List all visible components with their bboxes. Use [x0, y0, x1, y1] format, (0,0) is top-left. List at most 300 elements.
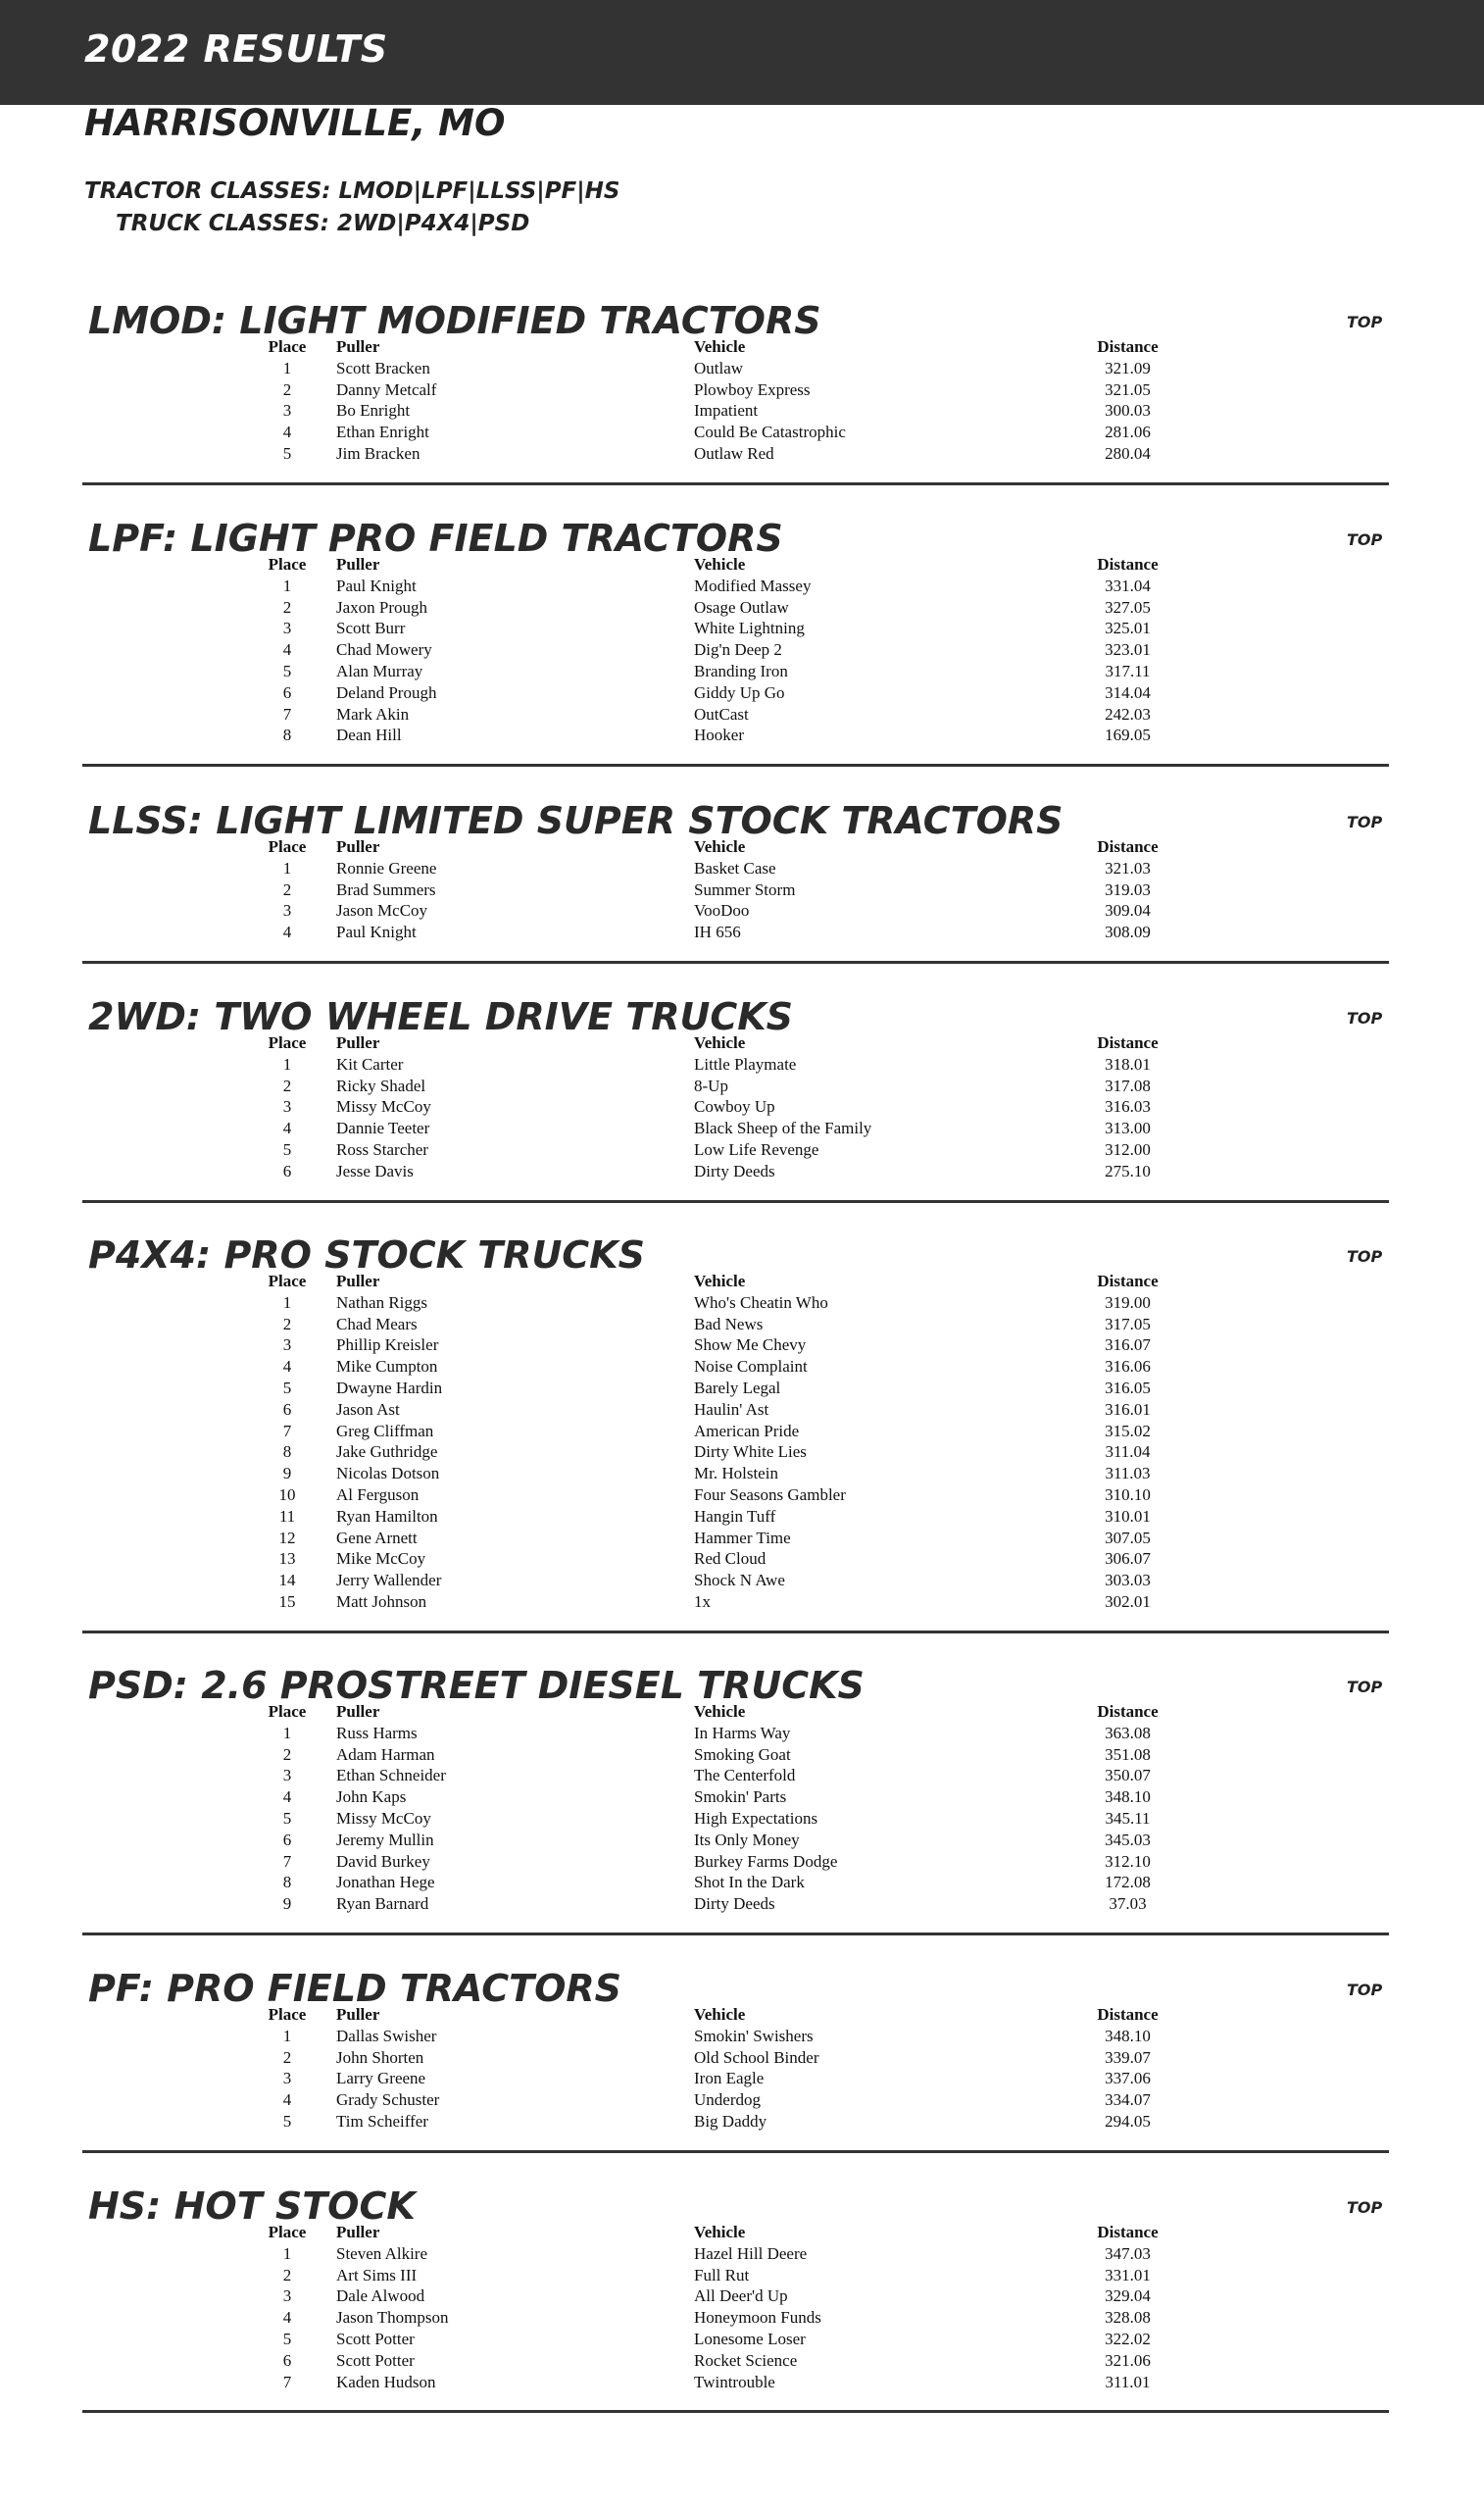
distance-cell: 329.04	[1105, 2286, 1151, 2306]
page-title: 2022 RESULTS	[84, 27, 388, 71]
distance-cell: 323.01	[1105, 640, 1151, 660]
place-cell: 5	[282, 2111, 292, 2131]
distance-cell: 315.02	[1105, 1421, 1151, 1440]
place-cell: 6	[282, 1399, 292, 1419]
table-row	[0, 1378, 1169, 1399]
distance-cell: 311.04	[1105, 1442, 1151, 1462]
table-row	[0, 2372, 1169, 2393]
place-cell: 5	[282, 443, 292, 463]
results-table	[0, 1032, 1169, 1182]
vehicle-cell: OutCast	[694, 704, 749, 724]
column-header-distance: Distance	[1097, 1033, 1159, 1052]
place-cell: 3	[282, 619, 292, 638]
puller-cell: Kaden Hudson	[336, 2372, 436, 2391]
distance-cell: 321.06	[1105, 2350, 1151, 2370]
vehicle-cell: Hammer Time	[694, 1528, 791, 1547]
puller-cell: Kit Carter	[336, 1054, 404, 1074]
vehicle-cell: The Centerfold	[694, 1766, 796, 1785]
section-title: LMOD: LIGHT MODIFIED TRACTORS	[88, 299, 821, 342]
table-row	[0, 1334, 1169, 1356]
distance-cell: 316.05	[1105, 1378, 1151, 1397]
vehicle-cell: IH 656	[694, 923, 741, 942]
distance-cell: 309.04	[1105, 901, 1151, 921]
distance-cell: 316.06	[1105, 1357, 1151, 1377]
place-cell: 8	[282, 1873, 292, 1892]
place-cell: 6	[282, 1161, 292, 1180]
puller-cell: Ethan Schneider	[336, 1766, 446, 1785]
puller-cell: Jerry Wallender	[336, 1571, 442, 1590]
column-header-puller: Puller	[336, 2223, 380, 2241]
distance-cell: 242.03	[1105, 704, 1151, 724]
puller-cell: Dwayne Hardin	[336, 1378, 443, 1397]
puller-cell: Alan Murray	[336, 661, 423, 680]
vehicle-cell: Lonesome Loser	[694, 2329, 806, 2348]
puller-cell: Nathan Riggs	[336, 1292, 428, 1312]
table-row	[0, 2285, 1169, 2307]
place-cell: 2	[282, 879, 292, 899]
place-cell: 2	[282, 2265, 292, 2284]
place-cell: 2	[282, 1314, 292, 1333]
vehicle-cell: Modified Massey	[694, 576, 812, 595]
vehicle-cell: Dig'n Deep 2	[694, 640, 782, 660]
table-row	[0, 1872, 1169, 1893]
table-row	[0, 1893, 1169, 1915]
table-row	[0, 1356, 1169, 1378]
place-cell: 6	[282, 1830, 292, 1849]
table-row	[0, 1139, 1169, 1161]
place-cell: 3	[282, 2286, 292, 2306]
puller-cell: Jason Thompson	[336, 2308, 449, 2328]
vehicle-cell: White Lightning	[694, 619, 805, 638]
table-row	[0, 2265, 1169, 2286]
column-header-vehicle: Vehicle	[694, 2005, 746, 2024]
place-cell: 1	[282, 2026, 292, 2045]
place-cell: 1	[282, 1292, 292, 1312]
table-header-row	[0, 1032, 1169, 1054]
table-row	[0, 2068, 1169, 2089]
place-cell: 4	[282, 1787, 292, 1807]
results-table	[0, 1701, 1169, 1915]
distance-cell: 319.03	[1105, 879, 1151, 899]
tractor-class-list: TRACTOR CLASSES: LMOD|LPF|LLSS|PF|HS	[84, 178, 620, 204]
table-row	[0, 661, 1169, 682]
place-cell: 7	[282, 704, 292, 724]
place-cell: 3	[282, 1335, 292, 1355]
puller-cell: Al Ferguson	[336, 1484, 420, 1504]
table-row	[0, 858, 1169, 879]
column-header-vehicle: Vehicle	[694, 555, 746, 574]
section-title: PSD: 2.6 PROSTREET DIESEL TRUCKS	[88, 1664, 865, 1707]
puller-cell: Gene Arnett	[336, 1528, 418, 1547]
table-header-row	[0, 836, 1169, 858]
place-cell: 12	[278, 1528, 296, 1547]
table-row	[0, 1292, 1169, 1314]
puller-cell: Chad Mears	[336, 1314, 418, 1333]
puller-cell: Mark Akin	[336, 704, 410, 724]
place-cell: 15	[278, 1591, 296, 1611]
puller-cell: Jesse Davis	[336, 1161, 414, 1180]
place-cell: 3	[282, 901, 292, 921]
place-cell: 11	[278, 1506, 296, 1526]
back-to-top-link[interactable]: TOP	[1347, 1981, 1383, 1999]
vehicle-cell: Haulin' Ast	[694, 1399, 769, 1419]
vehicle-cell: Little Playmate	[694, 1054, 797, 1074]
table-row	[0, 1118, 1169, 1139]
table-row	[0, 358, 1169, 379]
table-row	[0, 1161, 1169, 1182]
vehicle-cell: Noise Complaint	[694, 1357, 808, 1377]
table-row	[0, 1054, 1169, 1076]
vehicle-cell: Outlaw	[694, 358, 744, 377]
results-table	[0, 836, 1169, 943]
distance-cell: 363.08	[1105, 1723, 1151, 1742]
table-row	[0, 704, 1169, 726]
results-table	[0, 2222, 1169, 2392]
puller-cell: Mike McCoy	[336, 1549, 426, 1569]
table-header-row	[0, 1271, 1169, 1292]
place-cell: 4	[282, 1119, 292, 1138]
vehicle-cell: Dirty Deeds	[694, 1894, 775, 1914]
puller-cell: Paul Knight	[336, 576, 417, 595]
place-cell: 8	[282, 1442, 292, 1462]
table-row	[0, 1851, 1169, 1873]
puller-cell: Nicolas Dotson	[336, 1464, 440, 1483]
puller-cell: Dale Alwood	[336, 2286, 425, 2306]
distance-cell: 308.09	[1105, 923, 1151, 942]
column-header-puller: Puller	[336, 555, 380, 574]
distance-cell: 321.05	[1105, 379, 1151, 399]
vehicle-cell: All Deer'd Up	[694, 2286, 788, 2306]
distance-cell: 339.07	[1105, 2047, 1151, 2067]
distance-cell: 310.01	[1105, 1506, 1151, 1526]
vehicle-cell: In Harms Way	[694, 1723, 791, 1742]
place-cell: 4	[282, 2090, 292, 2110]
section-divider	[82, 764, 1389, 767]
distance-cell: 169.05	[1105, 726, 1151, 745]
section-divider	[82, 2150, 1389, 2153]
vehicle-cell: Rocket Science	[694, 2350, 798, 2370]
column-header-distance: Distance	[1097, 337, 1159, 356]
column-header-place: Place	[268, 2005, 307, 2024]
vehicle-cell: Iron Eagle	[694, 2069, 765, 2088]
puller-cell: Adam Harman	[336, 1744, 435, 1764]
distance-cell: 312.10	[1105, 1851, 1151, 1871]
table-row	[0, 2350, 1169, 2372]
vehicle-cell: Smoking Goat	[694, 1744, 791, 1764]
column-header-vehicle: Vehicle	[694, 1033, 746, 1052]
table-row	[0, 1548, 1169, 1570]
distance-cell: 303.03	[1105, 1571, 1151, 1590]
distance-cell: 316.01	[1105, 1399, 1151, 1419]
table-header-row	[0, 2004, 1169, 2026]
puller-cell: John Shorten	[336, 2047, 424, 2067]
table-row	[0, 379, 1169, 401]
place-cell: 6	[282, 2350, 292, 2370]
section-title: LPF: LIGHT PRO FIELD TRACTORS	[88, 517, 783, 560]
table-row	[0, 2243, 1169, 2265]
place-cell: 9	[282, 1464, 292, 1483]
table-row	[0, 1484, 1169, 1506]
column-header-vehicle: Vehicle	[694, 1272, 746, 1290]
section-divider	[82, 2410, 1389, 2413]
vehicle-cell: Honeymoon Funds	[694, 2308, 821, 2328]
puller-cell: David Burkey	[336, 1851, 430, 1871]
place-cell: 2	[282, 1744, 292, 1764]
place-cell: 1	[282, 858, 292, 878]
column-header-vehicle: Vehicle	[694, 1702, 746, 1721]
puller-cell: Chad Mowery	[336, 640, 432, 660]
puller-cell: Larry Greene	[336, 2069, 426, 2088]
puller-cell: Jim Bracken	[336, 443, 420, 463]
vehicle-cell: Basket Case	[694, 858, 776, 878]
back-to-top-link[interactable]: TOP	[1347, 2198, 1383, 2217]
vehicle-cell: Impatient	[694, 401, 759, 421]
vehicle-cell: Hooker	[694, 726, 744, 745]
place-cell: 1	[282, 576, 292, 595]
puller-cell: Scott Burr	[336, 619, 406, 638]
puller-cell: Dannie Teeter	[336, 1119, 430, 1138]
place-cell: 3	[282, 1766, 292, 1785]
vehicle-cell: Twintrouble	[694, 2372, 775, 2391]
truck-class-list: TRUCK CLASSES: 2WD|P4X4|PSD	[116, 211, 530, 236]
results-table	[0, 1271, 1169, 1613]
column-header-puller: Puller	[336, 837, 380, 856]
distance-cell: 311.01	[1105, 2372, 1151, 2391]
vehicle-cell: Burkey Farms Dodge	[694, 1851, 838, 1871]
vehicle-cell: VooDoo	[694, 901, 750, 921]
distance-cell: 294.05	[1105, 2111, 1151, 2131]
table-row	[0, 1399, 1169, 1421]
table-header-row	[0, 2222, 1169, 2243]
puller-cell: Brad Summers	[336, 879, 436, 899]
table-row	[0, 2329, 1169, 2350]
vehicle-cell: Full Rut	[694, 2265, 750, 2284]
table-row	[0, 1463, 1169, 1484]
vehicle-cell: American Pride	[694, 1421, 800, 1440]
place-cell: 14	[278, 1571, 296, 1590]
section-title: P4X4: PRO STOCK TRUCKS	[88, 1233, 645, 1277]
distance-cell: 317.11	[1105, 661, 1151, 680]
table-row	[0, 2089, 1169, 2111]
table-row	[0, 1765, 1169, 1786]
vehicle-cell: Show Me Chevy	[694, 1335, 807, 1355]
vehicle-cell: High Expectations	[694, 1808, 818, 1828]
vehicle-cell: Smokin' Swishers	[694, 2026, 814, 2045]
column-header-puller: Puller	[336, 1272, 380, 1290]
puller-cell: Ethan Enright	[336, 423, 429, 442]
distance-cell: 331.01	[1105, 2265, 1151, 2284]
distance-cell: 351.08	[1105, 1744, 1151, 1764]
vehicle-cell: Underdog	[694, 2090, 761, 2110]
column-header-distance: Distance	[1097, 1272, 1159, 1290]
place-cell: 4	[282, 640, 292, 660]
distance-cell: 347.03	[1105, 2243, 1151, 2263]
place-cell: 7	[282, 1851, 292, 1871]
table-row	[0, 1314, 1169, 1335]
puller-cell: Bo Enright	[336, 401, 411, 421]
place-cell: 7	[282, 1421, 292, 1440]
distance-cell: 325.01	[1105, 619, 1151, 638]
table-row	[0, 618, 1169, 639]
distance-cell: 317.05	[1105, 1314, 1151, 1333]
place-cell: 8	[282, 726, 292, 745]
table-row	[0, 1096, 1169, 1118]
table-row	[0, 2047, 1169, 2069]
puller-cell: Mike Cumpton	[336, 1357, 438, 1377]
table-row	[0, 1528, 1169, 1549]
puller-cell: Greg Cliffman	[336, 1421, 434, 1440]
place-cell: 2	[282, 379, 292, 399]
puller-cell: Art Sims III	[336, 2265, 418, 2284]
column-header-vehicle: Vehicle	[694, 837, 746, 856]
distance-cell: 275.10	[1105, 1161, 1151, 1180]
vehicle-cell: Summer Storm	[694, 879, 796, 899]
column-header-distance: Distance	[1097, 2223, 1159, 2241]
table-row	[0, 1506, 1169, 1528]
table-row	[0, 725, 1169, 746]
distance-cell: 316.07	[1105, 1335, 1151, 1355]
puller-cell: Grady Schuster	[336, 2090, 440, 2110]
column-header-puller: Puller	[336, 1033, 380, 1052]
column-header-place: Place	[268, 1272, 307, 1290]
distance-cell: 348.10	[1105, 2026, 1151, 2045]
place-cell: 4	[282, 2308, 292, 2328]
header-bar	[0, 0, 1484, 105]
place-cell: 4	[282, 1357, 292, 1377]
puller-cell: Scott Bracken	[336, 358, 430, 377]
table-row	[0, 1786, 1169, 1808]
distance-cell: 318.01	[1105, 1054, 1151, 1074]
place-cell: 2	[282, 597, 292, 617]
vehicle-cell: Giddy Up Go	[694, 682, 785, 702]
distance-cell: 331.04	[1105, 576, 1151, 595]
table-header-row	[0, 336, 1169, 358]
vehicle-cell: Who's Cheatin Who	[694, 1292, 828, 1312]
section-title: 2WD: TWO WHEEL DRIVE TRUCKS	[88, 995, 794, 1038]
puller-cell: Ryan Hamilton	[336, 1506, 438, 1526]
section-divider	[82, 1933, 1389, 1935]
distance-cell: 310.10	[1105, 1484, 1151, 1504]
place-cell: 2	[282, 1076, 292, 1095]
place-cell: 5	[282, 661, 292, 680]
place-cell: 3	[282, 2069, 292, 2088]
place-cell: 13	[278, 1549, 296, 1569]
column-header-distance: Distance	[1097, 837, 1159, 856]
table-row	[0, 1076, 1169, 1097]
column-header-distance: Distance	[1097, 1702, 1159, 1721]
distance-cell: 322.02	[1105, 2329, 1151, 2348]
back-to-top-link[interactable]: TOP	[1347, 313, 1383, 331]
place-cell: 2	[282, 2047, 292, 2067]
puller-cell: Scott Potter	[336, 2350, 415, 2370]
table-row	[0, 922, 1169, 943]
distance-cell: 314.04	[1105, 682, 1151, 702]
puller-cell: Jason Ast	[336, 1399, 400, 1419]
vehicle-cell: Low Life Revenge	[694, 1139, 819, 1159]
vehicle-cell: Branding Iron	[694, 661, 788, 680]
distance-cell: 345.03	[1105, 1830, 1151, 1849]
vehicle-cell: Mr. Holstein	[694, 1464, 778, 1483]
place-cell: 5	[282, 1139, 292, 1159]
table-header-row	[0, 554, 1169, 576]
place-cell: 1	[282, 2243, 292, 2263]
column-header-place: Place	[268, 555, 307, 574]
back-to-top-link[interactable]: TOP	[1347, 1247, 1383, 1266]
column-header-place: Place	[268, 837, 307, 856]
section-divider	[82, 1200, 1389, 1203]
table-row	[0, 1570, 1169, 1591]
distance-cell: 312.00	[1105, 1139, 1151, 1159]
distance-cell: 348.10	[1105, 1787, 1151, 1807]
place-cell: 10	[278, 1484, 296, 1504]
vehicle-cell: Smokin' Parts	[694, 1787, 787, 1807]
puller-cell: Danny Metcalf	[336, 379, 437, 399]
back-to-top-link[interactable]: TOP	[1347, 1678, 1383, 1696]
results-table	[0, 336, 1169, 465]
distance-cell: 321.03	[1105, 858, 1151, 878]
back-to-top-link[interactable]: TOP	[1347, 1009, 1383, 1028]
puller-cell: Paul Knight	[336, 923, 417, 942]
column-header-puller: Puller	[336, 1702, 380, 1721]
section-divider	[82, 1631, 1389, 1633]
puller-cell: Jeremy Mullin	[336, 1830, 434, 1849]
distance-cell: 37.03	[1109, 1894, 1147, 1914]
place-cell: 3	[282, 1097, 292, 1117]
vehicle-cell: Shock N Awe	[694, 1571, 785, 1590]
distance-cell: 281.06	[1105, 423, 1151, 442]
table-row	[0, 400, 1169, 422]
table-row	[0, 1421, 1169, 1442]
distance-cell: 334.07	[1105, 2090, 1151, 2110]
back-to-top-link[interactable]: TOP	[1347, 813, 1383, 831]
puller-cell: Dean Hill	[336, 726, 402, 745]
place-cell: 3	[282, 401, 292, 421]
section-title: HS: HOT STOCK	[88, 2184, 416, 2228]
distance-cell: 306.07	[1105, 1549, 1151, 1569]
vehicle-cell: Four Seasons Gambler	[694, 1484, 846, 1504]
column-header-vehicle: Vehicle	[694, 337, 746, 356]
column-header-vehicle: Vehicle	[694, 2223, 746, 2241]
vehicle-cell: Big Daddy	[694, 2111, 767, 2131]
puller-cell: Dallas Swisher	[336, 2026, 437, 2045]
column-header-place: Place	[268, 1033, 307, 1052]
back-to-top-link[interactable]: TOP	[1347, 530, 1383, 549]
puller-cell: Missy McCoy	[336, 1808, 431, 1828]
place-cell: 1	[282, 1723, 292, 1742]
vehicle-cell: 1x	[694, 1591, 711, 1611]
puller-cell: Jason McCoy	[336, 901, 428, 921]
table-row	[0, 639, 1169, 661]
distance-cell: 327.05	[1105, 597, 1151, 617]
puller-cell: Ronnie Greene	[336, 858, 437, 878]
puller-cell: Jake Guthridge	[336, 1442, 438, 1462]
distance-cell: 313.00	[1105, 1119, 1151, 1138]
place-cell: 7	[282, 2372, 292, 2391]
distance-cell: 321.09	[1105, 358, 1151, 377]
vehicle-cell: Dirty Deeds	[694, 1161, 775, 1180]
place-cell: 5	[282, 2329, 292, 2348]
vehicle-cell: Osage Outlaw	[694, 597, 789, 617]
vehicle-cell: Outlaw Red	[694, 443, 774, 463]
puller-cell: Matt Johnson	[336, 1591, 427, 1611]
table-row	[0, 2026, 1169, 2047]
distance-cell: 319.00	[1105, 1292, 1151, 1312]
vehicle-cell: Dirty White Lies	[694, 1442, 807, 1462]
column-header-distance: Distance	[1097, 2005, 1159, 2024]
table-row	[0, 879, 1169, 901]
vehicle-cell: 8-Up	[694, 1076, 728, 1095]
section-title: PF: PRO FIELD TRACTORS	[88, 1967, 622, 2010]
